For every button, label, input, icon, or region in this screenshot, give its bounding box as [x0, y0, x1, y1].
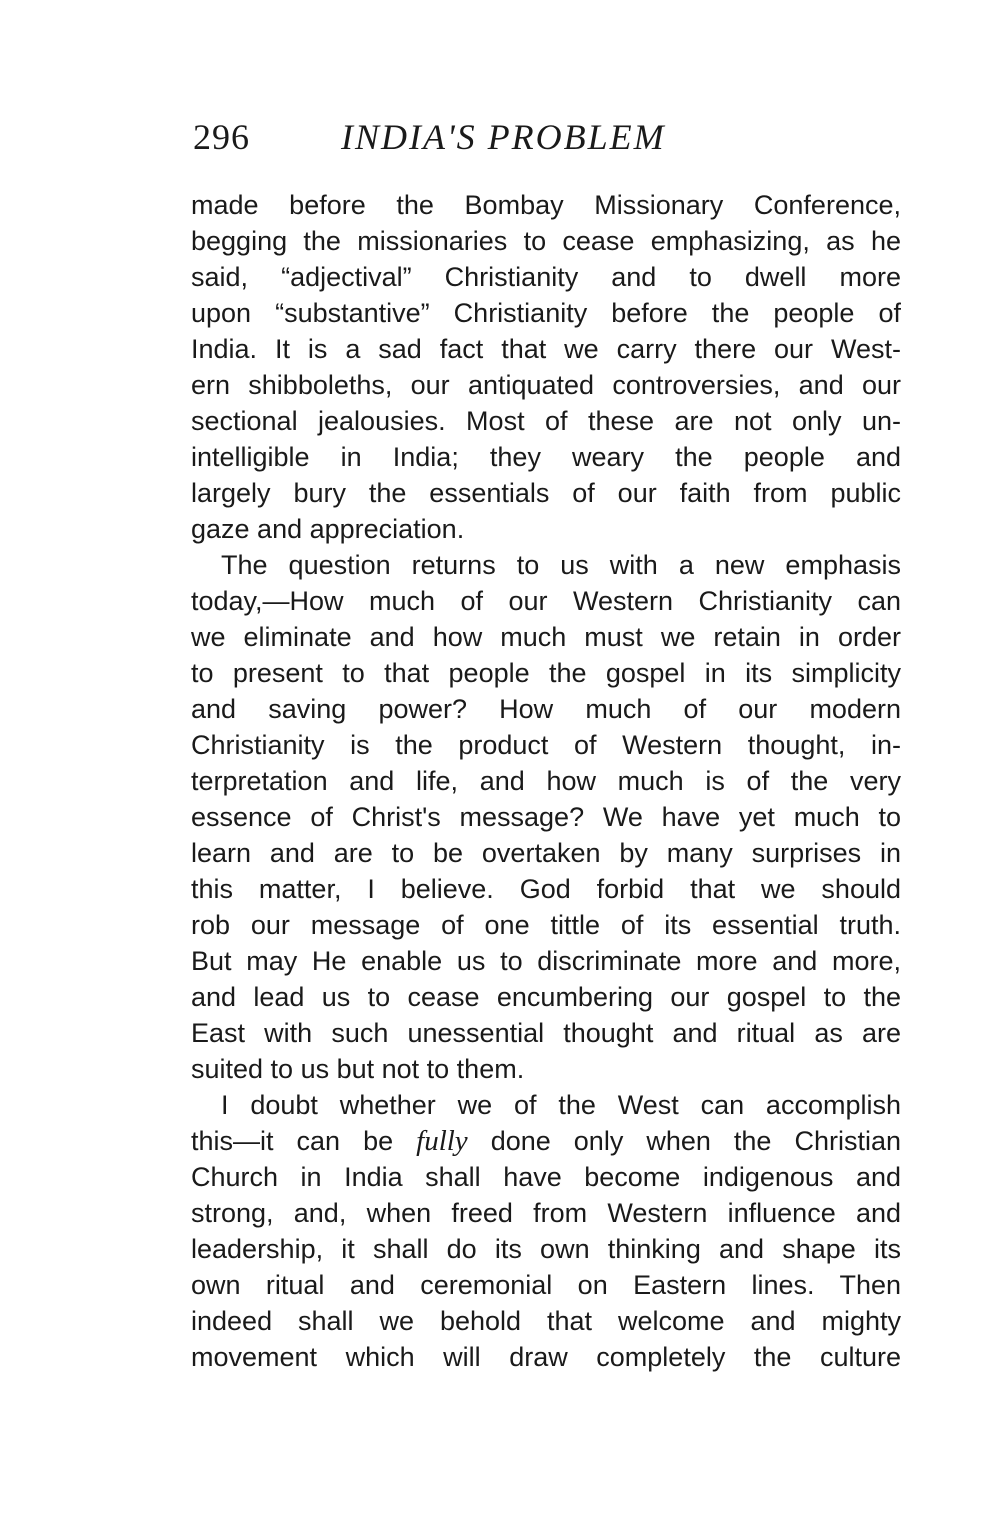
- text-line: suited to us but not to them.: [191, 1054, 525, 1084]
- text-line: upon “substantive” Christianity before the people of: [191, 298, 901, 328]
- text-line-with-italic: [191, 1123, 901, 1159]
- text-line: Christianity is the product of Western thought, in-: [191, 730, 901, 760]
- italic-emphasis: fully: [416, 1125, 468, 1157]
- text-line: this matter, I believe. God forbid that we should: [191, 874, 901, 904]
- running-title: INDIA'S PROBLEM: [341, 117, 666, 157]
- text-line: India. It is a sad fact that we carry there our West-: [191, 334, 901, 364]
- text-line: intelligible in India; they weary the people and: [191, 442, 901, 472]
- text-line: to present to that people the gospel in its simplicity: [191, 658, 901, 688]
- text-line: essence of Christ's message? We have yet much to: [191, 802, 901, 832]
- text-line: learn and are to be overtaken by many surprises in: [191, 838, 901, 868]
- body-text: [191, 187, 901, 1375]
- text-line: today,—How much of our Western Christianity can: [191, 586, 901, 616]
- text-line: The question returns to us with a new emphasis: [221, 550, 901, 580]
- text-line: But may He enable us to discriminate more and more,: [191, 946, 901, 976]
- text-line: own ritual and ceremonial on Eastern lines. Then: [191, 1270, 901, 1300]
- text-line: and saving power? How much of our modern: [191, 694, 901, 724]
- text-line: gaze and appreciation.: [191, 514, 465, 544]
- text-line: said, “adjectival” Christianity and to dwell more: [191, 262, 901, 292]
- text-line: East with such unessential thought and ritual as are: [191, 1018, 901, 1048]
- page-number: 296: [193, 117, 250, 157]
- text-line: Church in India shall have become indigenous and: [191, 1162, 901, 1192]
- running-head: [193, 112, 833, 162]
- text-line: leadership, it shall do its own thinking and shape its: [191, 1234, 901, 1264]
- text-segment: done only when the Christian: [490, 1126, 901, 1156]
- text-line: terpretation and life, and how much is of the very: [191, 766, 901, 796]
- text-line: movement which will draw completely the culture: [191, 1342, 901, 1372]
- text-line: I doubt whether we of the West can accomplish: [221, 1090, 901, 1120]
- text-line: indeed shall we behold that welcome and mighty: [191, 1306, 901, 1336]
- text-line: and lead us to cease encumbering our gospel to the: [191, 982, 901, 1012]
- text-line: rob our message of one tittle of its essential truth.: [191, 910, 901, 940]
- text-line: we eliminate and how much must we retain in order: [191, 622, 901, 652]
- text-line: made before the Bombay Missionary Conference,: [191, 190, 901, 220]
- text-line: begging the missionaries to cease emphasizing, as he: [191, 226, 901, 256]
- text-segment: this—it can be: [191, 1126, 394, 1156]
- text-line: strong, and, when freed from Western influence and: [191, 1198, 901, 1228]
- text-line: largely bury the essentials of our faith from public: [191, 478, 901, 508]
- text-line: sectional jealousies. Most of these are not only un-: [191, 406, 901, 436]
- text-line: ern shibboleths, our antiquated controversies, and our: [191, 370, 901, 400]
